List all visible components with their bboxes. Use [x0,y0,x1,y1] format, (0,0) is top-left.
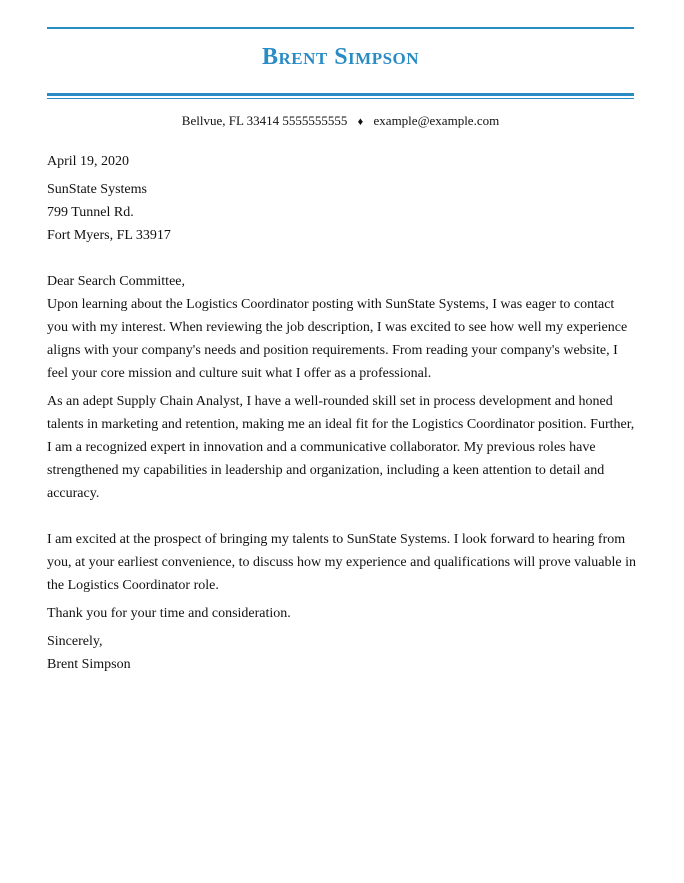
signature-name: Brent Simpson [47,657,131,672]
header-bottom-rule-thin [47,98,634,99]
letter-body [47,150,637,676]
contact-address: Bellvue, FL 33414 5555555555 [181,113,348,128]
contact-email: example@example.com [373,113,500,128]
salutation: Dear Search Committee, [47,274,186,289]
diamond-separator-icon: ♦ [357,116,364,128]
contact-line [47,113,634,129]
paragraph-3: I am excited at the prospect of bringing my talents to SunState Systems. I look forward to hearing from you, at your earliest convenience, to discuss how my experience and qualifications will prove valuable in the Logistics Coordinator role. [47,532,636,593]
recipient-city: Fort Myers, FL 33917 [47,228,171,243]
paragraph-1: Upon learning about the Logistics Coordinator posting with SunState Systems, I was eager to contact you with my interest. When reviewing the job description, I was excited to see how well my experience aligns with your company's needs and position requirements. From reading your company's website, I feel your core mission and culture suit what I offer as a professional. [47,297,628,381]
paragraph-4: Thank you for your time and consideration. [47,606,291,621]
closing: Sincerely, [47,634,103,649]
letter-date: April 19, 2020 [47,154,130,169]
header-top-rule [47,27,634,29]
paragraph-2: As an adept Supply Chain Analyst, I have a well-rounded skill set in process development and honed talents in marketing and retention, making me an ideal fit for the Logistics Coordinator position. Further, I am a recognized expert in innovation and a communicative collaborator. My previous roles have strengthened my capabilities in leadership and organization, including a keen attention to detail and accuracy. [47,394,635,501]
recipient-company: SunState Systems [47,182,147,197]
applicant-name: Brent Simpson [261,44,420,70]
header-bottom-rule-thick [47,93,634,96]
recipient-street: 799 Tunnel Rd. [47,205,134,220]
